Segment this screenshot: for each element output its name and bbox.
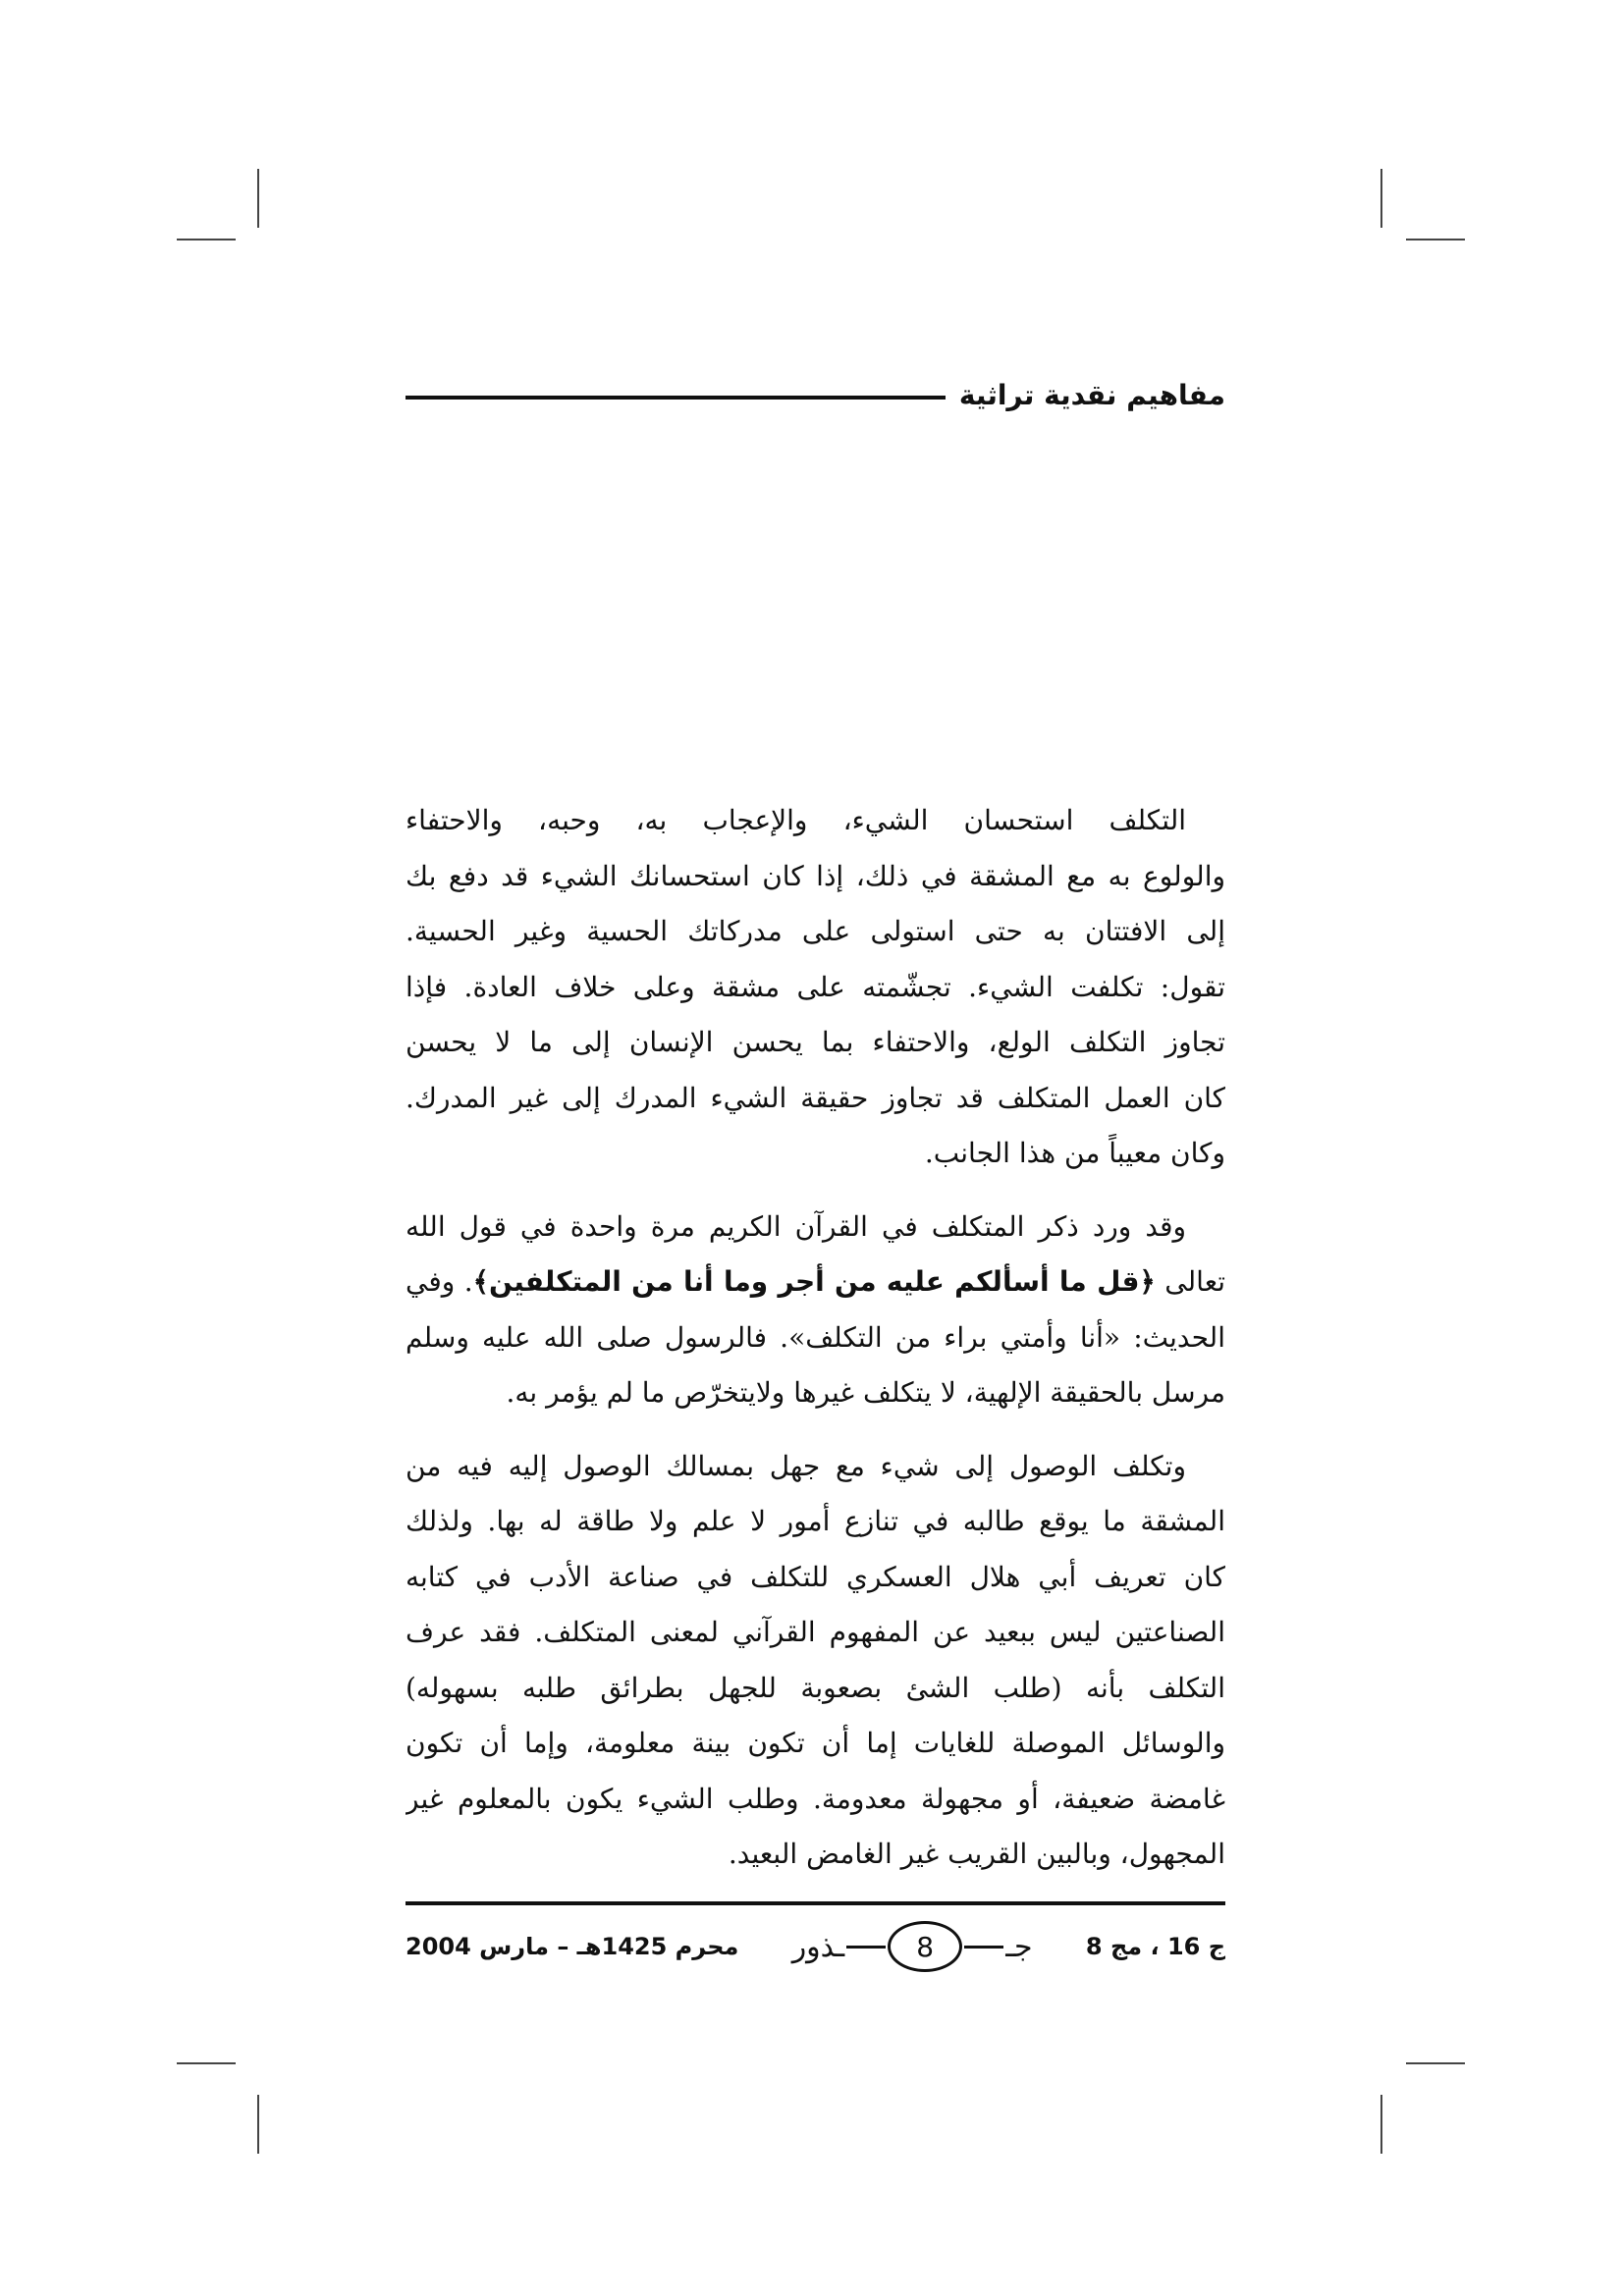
crop-mark-bottom-right-horizontal bbox=[1406, 2062, 1465, 2064]
crop-mark-bottom-left-vertical bbox=[257, 2095, 259, 2154]
text-line-with-quote: تعالى ﴿قل ما أسألكم عليه من أجر وما أنا من المتكلفين﴾. وفي bbox=[406, 1265, 1225, 1298]
text-line: الحديث: «أنا وأمتي براء من التكلف». فالرسول صلى الله عليه وسلم bbox=[406, 1320, 1225, 1354]
paragraph-1 bbox=[406, 793, 1225, 1182]
journal-logo bbox=[792, 1921, 1033, 1972]
text-line: وتكلف الوصول إلى شيء مع جهل بمسالك الوصول إليه فيه من bbox=[406, 1449, 1186, 1482]
text-line: إلى الافتتان به حتى استولى على مدركاتك الحسية وغير الحسية. bbox=[406, 915, 1225, 947]
text-line: التكلف بأنه (طلب الشئ بصعوبة للجهل بطرائق طلبه بسهوله) bbox=[406, 1671, 1225, 1704]
page-footer bbox=[406, 1912, 1225, 1981]
crop-mark-top-right-vertical bbox=[1380, 169, 1382, 228]
text-line: والوسائل الموصلة للغايات إما أن تكون بينة معلومة، وإما أن تكون bbox=[406, 1727, 1225, 1759]
volume-label: ج 16 ، مج 8 bbox=[1085, 1933, 1225, 1960]
header-title: مفاهيم نقدية تراثية bbox=[958, 378, 1225, 411]
text-line: تقول: تكلفت الشيء. تجشّمته على مشقة وعلى خلاف العادة. فإذا bbox=[406, 970, 1225, 1003]
text-line: وقد ورد ذكر المتكلف في القرآن الكريم مرة واحدة في قول الله bbox=[406, 1209, 1187, 1243]
logo-dash bbox=[846, 1946, 886, 1949]
text-line: المجهول، وبالبين القريب غير الغامض البعيد. bbox=[728, 1838, 1225, 1870]
logo-text-left: جـ bbox=[1005, 1929, 1033, 1964]
footer-rule bbox=[406, 1901, 1225, 1905]
article-body bbox=[406, 793, 1225, 1900]
text-line: والولوع به مع المشقة في ذلك، إذا كان استحسانك الشيء قد دفع بك bbox=[406, 859, 1225, 892]
text-line: الصناعتين ليس ببعيد عن المفهوم القرآني لمعنى المتكلف. فقد عرف bbox=[406, 1616, 1225, 1648]
text-line: غامضة ضعيفة، أو مجهولة معدومة. وطلب الشيء يكون بالمعلوم غير bbox=[406, 1782, 1225, 1815]
crop-mark-top-left-vertical bbox=[257, 169, 259, 228]
text-line: المشقة ما يوقع طالبه في تنازع أمور لا علم ولا طاقة له بها. ولذلك bbox=[406, 1505, 1225, 1537]
logo-text-right: ـذور bbox=[791, 1929, 845, 1964]
text-line: كان تعريف أبي هلال العسكري للتكلف في صناعة الأدب في كتابه bbox=[406, 1560, 1225, 1593]
text-line: كان العمل المتكلف قد تجاوز حقيقة الشيء المدرك إلى غير المدرك. bbox=[406, 1081, 1225, 1114]
header-rule bbox=[406, 396, 946, 400]
quran-quote: ﴿قل ما أسألكم عليه من أجر وما أنا من المتكلفين﴾ bbox=[472, 1265, 1156, 1298]
crop-mark-bottom-right-vertical bbox=[1380, 2095, 1382, 2154]
paragraph-2 bbox=[406, 1200, 1225, 1421]
paragraph-3 bbox=[406, 1439, 1225, 1883]
logo-dash bbox=[964, 1946, 1003, 1949]
crop-mark-bottom-left-horizontal bbox=[177, 2062, 236, 2064]
running-header bbox=[406, 375, 1225, 414]
page-number: 8 bbox=[888, 1921, 962, 1972]
text-line: وكان معيباً من هذا الجانب. bbox=[924, 1137, 1225, 1169]
crop-mark-top-left-horizontal bbox=[177, 239, 236, 240]
issue-date: محرم 1425هـ – مارس 2004 bbox=[406, 1933, 739, 1960]
crop-mark-top-right-horizontal bbox=[1406, 239, 1465, 240]
text-line: التكلف استحسان الشيء، والإعجاب به، وحبه، والاحتفاء bbox=[406, 804, 1186, 836]
text-line: تجاوز التكلف الولع، والاحتفاء بما يحسن الإنسان إلى ما لا يحسن bbox=[406, 1026, 1225, 1058]
text-line: مرسل بالحقيقة الإلهية، لا يتكلف غيرها ولايتخرّص ما لم يؤمر به. bbox=[506, 1376, 1225, 1409]
